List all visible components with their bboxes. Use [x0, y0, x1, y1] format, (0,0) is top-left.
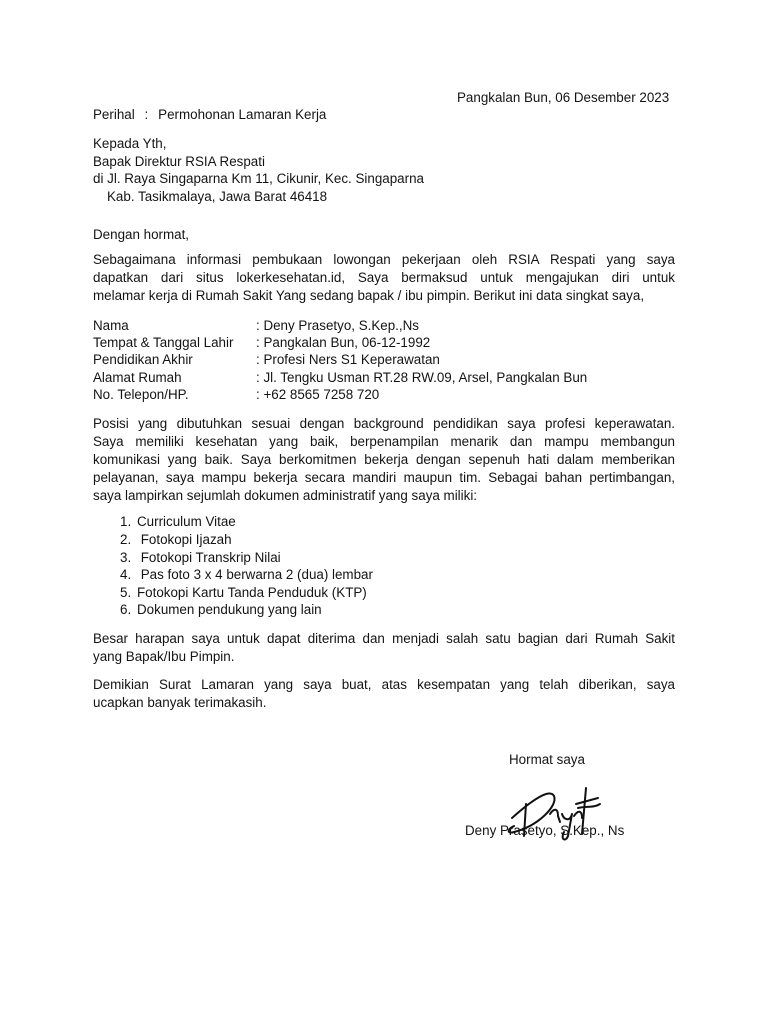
paragraph-line: dapatkan dari situs lokerkesehatan.id, Saya bermaksud untuk mengajukan diri untuk: [93, 270, 675, 285]
recipient-line: di Jl. Raya Singaparna Km 11, Cikunir, Kec. Singaparna: [93, 171, 424, 186]
data-label: Pendidikan Akhir: [93, 352, 193, 367]
paragraph-line: pelayanan, saya mampu bekerja secara mandiri maupun tim. Sebagai bahan pertimbangan,: [93, 470, 675, 485]
list-text: Fotokopi Ijazah: [137, 532, 232, 547]
subject-label: Perihal: [93, 107, 135, 122]
list-number: 3.: [120, 550, 132, 565]
data-label: No. Telepon/HP.: [93, 387, 189, 402]
subject-separator: :: [144, 107, 149, 122]
paragraph-line: Demikian Surat Lamaran yang saya buat, atas kesempatan yang telah diberikan, saya: [93, 677, 675, 692]
data-row-name: [93, 317, 419, 335]
document-list-item: [120, 601, 322, 619]
sign-off: Hormat saya: [509, 752, 585, 767]
data-row-education: [93, 351, 440, 369]
qualification-paragraph: [93, 415, 675, 505]
data-value: : Pangkalan Bun, 06-12-1992: [256, 335, 431, 350]
data-value: : Deny Prasetyo, S.Kep.,Ns: [256, 318, 419, 333]
list-text: Fotokopi Transkrip Nilai: [137, 550, 281, 565]
greeting: Dengan hormat,: [93, 227, 190, 242]
data-label: Nama: [93, 318, 129, 333]
paragraph-line: Sebagaimana informasi pembukaan lowongan pekerjaan oleh RSIA Respati yang saya: [93, 252, 675, 267]
document-list-item: [120, 549, 281, 567]
hope-paragraph: [93, 630, 675, 666]
list-text: Curriculum Vitae: [137, 514, 236, 529]
paragraph-line: yang Bapak/Ibu Pimpin.: [93, 649, 235, 664]
closing-paragraph: [93, 676, 675, 712]
list-number: 5.: [120, 585, 132, 600]
signature-name: Deny Prasetyo, S.Kep., Ns: [465, 823, 625, 838]
data-label: Tempat & Tanggal Lahir: [93, 335, 234, 350]
list-text: Fotokopi Kartu Tanda Penduduk (KTP): [137, 585, 367, 600]
paragraph-line: saya lampirkan sejumlah dokumen administratif yang saya miliki:: [93, 488, 478, 503]
intro-paragraph: [93, 251, 675, 305]
data-row-birth: [93, 334, 430, 352]
place-date: Pangkalan Bun, 06 Desember 2023: [457, 90, 670, 105]
data-value: : Profesi Ners S1 Keperawatan: [256, 352, 440, 367]
document-list-item: [120, 531, 232, 549]
list-number: 6.: [120, 602, 132, 617]
document-list-item: [120, 584, 367, 602]
list-text: Pas foto 3 x 4 berwarna 2 (dua) lembar: [137, 567, 373, 582]
data-label: Alamat Rumah: [93, 370, 182, 385]
data-row-phone: [93, 386, 379, 404]
paragraph-line: komunikasi yang baik. Saya berkomitmen bekerja dengan sepenuh hati dalam memberikan: [93, 452, 675, 467]
document-list-item: [120, 513, 236, 531]
recipient-line: Kepada Yth,: [93, 136, 167, 151]
data-value: : +62 8565 7258 720: [256, 387, 380, 402]
list-number: 1.: [120, 514, 132, 529]
data-row-address: [93, 369, 587, 387]
paragraph-line: Saya memiliki kesehatan yang baik, berpenampilan menarik dan mampu membangun: [93, 434, 675, 449]
document-list-item: [120, 566, 373, 584]
recipient-line: Kab. Tasikmalaya, Jawa Barat 46418: [107, 189, 328, 204]
paragraph-line: Posisi yang dibutuhkan sesuai dengan background pendidikan saya profesi keperawatan.: [93, 416, 675, 431]
paragraph-line: ucapkan banyak terimakasih.: [93, 695, 267, 710]
recipient-line: Bapak Direktur RSIA Respati: [93, 154, 265, 169]
list-text: Dokumen pendukung yang lain: [137, 602, 322, 617]
list-number: 2.: [120, 532, 132, 547]
paragraph-line: melamar kerja di Rumah Sakit Yang sedang bapak / ibu pimpin. Berikut ini data singkat saya,: [93, 288, 645, 303]
list-number: 4.: [120, 567, 132, 582]
subject-line: [93, 106, 326, 124]
data-value: : Jl. Tengku Usman RT.28 RW.09, Arsel, Pangkalan Bun: [256, 370, 588, 385]
subject-value: Permohonan Lamaran Kerja: [158, 107, 327, 122]
paragraph-line: Besar harapan saya untuk dapat diterima dan menjadi salah satu bagian dari Rumah Sakit: [93, 631, 675, 646]
